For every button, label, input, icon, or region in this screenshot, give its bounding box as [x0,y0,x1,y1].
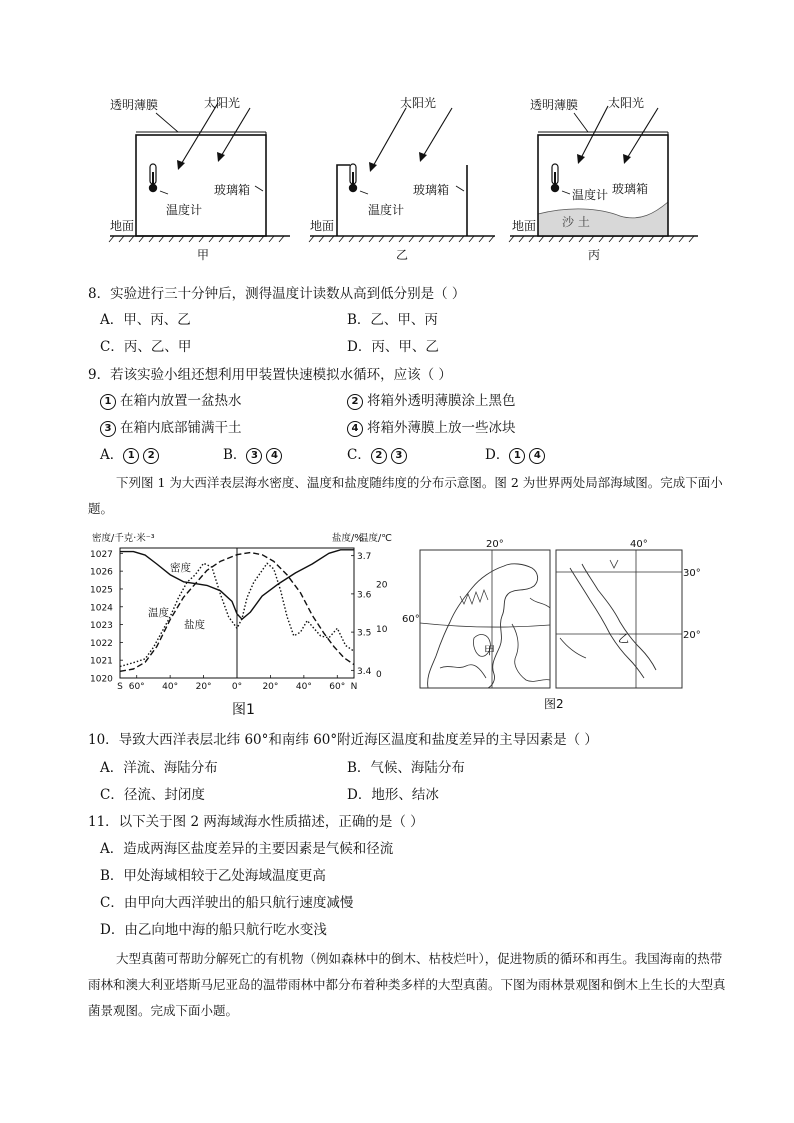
q11-option-a: A．造成两海区盐度差异的主要因素是气候和径流 [100,841,394,857]
atlantic-profile-chart [88,528,392,720]
density-tick-label: 1021 [90,656,113,667]
density-tick-label: 1023 [90,621,113,632]
box-label-jia: 玻璃箱 [214,183,251,197]
x-tick-label: 20° [195,682,212,692]
soil-label-bing: 沙 土 [562,215,590,229]
density-tick-label: 1026 [90,567,113,578]
salinity-axis-label: 盐度/% [332,533,364,544]
q9-option-d [485,446,549,464]
q10-option-b: B．气候、海陆分布 [347,760,465,776]
option-letter: B． [223,447,247,463]
left-map-place: 甲 [484,644,495,657]
thermometer-label-bing: 温度计 [572,188,609,202]
ground-label-bing: 地面 [512,219,537,233]
salinity-tick-label: 3.6 [357,590,372,601]
q8-option-a: A．甲、丙、乙 [100,312,191,328]
q9-item-text: 将箱外透明薄膜涂上黑色 [367,393,516,409]
circled-number: 2 [347,394,363,410]
temperature-tick-label: 0 [376,670,382,681]
map-caption: 图2 [544,697,564,711]
thermometer-label-jia: 温度计 [166,203,203,217]
panel-bing [509,106,698,242]
circled-number: 3 [391,448,407,464]
temperature-tick-label: 20 [376,580,388,591]
left-map-lon-label: 20° [486,539,504,550]
sun-label-yi: 太阳光 [400,96,437,110]
box-label-yi: 玻璃箱 [413,183,450,197]
q9-item-2 [347,392,516,410]
q9-item-text: 在箱内放置一盆热水 [120,393,242,409]
circled-number: 1 [100,394,116,410]
series-label-density: 密度 [170,562,191,574]
panel-jia [109,103,290,242]
chart-title: 图1 [232,702,255,718]
q10-option-d: D．地形、结冰 [347,787,439,803]
series-label-salinity: 盐度 [184,619,205,631]
panel-name-jia: 甲 [197,248,210,262]
q9-item-3 [100,419,242,437]
panel-yi [309,108,495,242]
q11-option-b: B．甲处海域相较于乙处海域温度更高 [100,868,326,884]
temperature-tick-label: 10 [376,625,388,636]
series-label-temperature: 温度 [148,607,169,619]
density-axis-label: 密度/千克·米⁻³ [92,533,155,544]
film-label-bing: 透明薄膜 [530,98,579,112]
q11-option-d: D．由乙向地中海的船只航行吃水变浅 [100,922,327,938]
intro-paragraph-1: 下列图 1 为大西洋表层海水密度、温度和盐度随纬度的分布示意图。图 2 为世界两处局部海域图。完成下面小题。 [88,475,723,516]
question-11-stem: 11．以下关于图 2 两海域海水性质描述，正确的是（ ） [88,814,424,830]
q9-item-1 [100,392,242,410]
density-tick-label: 1025 [90,585,113,596]
x-tick-label: 20° [262,682,279,692]
panel-name-yi: 乙 [396,248,409,262]
left-map-lat-label: 60° [402,614,420,625]
ground-label-jia: 地面 [110,219,135,233]
panel-name-bing: 丙 [588,248,601,262]
salinity-tick-label: 3.5 [357,628,372,639]
x-tick-label: 60° [329,682,346,692]
circled-number: 4 [529,448,545,464]
x-tick-label: 40° [162,682,179,692]
sea-area-maps [400,538,700,714]
q9-item-text: 在箱内底部铺满干土 [120,420,242,436]
density-tick-label: 1027 [90,549,113,560]
circled-number: 3 [100,421,116,437]
salinity-tick-label: 3.4 [357,666,372,677]
option-letter: D． [485,447,510,463]
temperature-axis-label: 温度/℃ [359,533,392,544]
q10-option-a: A．洋流、海陆分布 [100,760,218,776]
q9-item-4 [347,419,516,437]
density-tick-label: 1024 [90,603,113,614]
intro-paragraph-2: 大型真菌可帮助分解死亡的有机物（例如森林中的倒木、枯枝烂叶），促进物质的循环和再生。我国海南的热带雨林和澳大利亚塔斯马尼亚岛的温带雨林中都分布着种类多样的大型真菌。下图为雨林景观图和倒木上生长的大型真菌景观图。完成下面小题。 [88,951,726,1018]
question-8-stem: 8．实验进行三十分钟后，测得温度计读数从高到低分别是（ ） [88,286,466,302]
q11-option-c: C．由甲向大西洋驶出的船只航行速度减慢 [100,895,354,911]
sun-label-jia: 太阳光 [204,96,241,110]
circled-number: 3 [246,448,262,464]
right-map-lat-top: 30° [683,568,701,579]
salinity-tick-label: 3.7 [357,552,372,563]
q8-option-c: C．丙、乙、甲 [100,339,192,355]
x-tick-label: 0° [231,682,243,692]
thermometer-label-yi: 温度计 [368,203,405,217]
option-letter: A． [100,447,124,463]
ground-label-yi: 地面 [310,219,335,233]
right-map-lat-bottom: 20° [683,630,701,641]
q8-option-b: B．乙、甲、丙 [347,312,438,328]
x-tick-label: N [350,682,358,692]
option-letter: C． [347,447,371,463]
circled-number: 2 [143,448,159,464]
q9-option-b [223,446,286,464]
box-label-bing: 玻璃箱 [612,182,649,196]
experiment-figure [100,88,700,268]
density-tick-label: 1020 [90,674,113,685]
right-map-lon-label: 40° [630,539,648,550]
film-label-jia: 透明薄膜 [110,98,159,112]
q9-item-text: 将箱外薄膜上放一些冰块 [367,420,516,436]
x-tick-label: S [117,682,123,692]
q9-option-a [100,446,163,464]
x-tick-label: 40° [295,682,312,692]
q9-option-c [347,446,411,464]
right-map-place: 乙 [618,632,629,645]
x-tick-label: 60° [128,682,145,692]
circled-number: 4 [347,421,363,437]
circled-number: 2 [371,448,387,464]
circled-number: 4 [266,448,282,464]
sun-label-bing: 太阳光 [608,96,645,110]
density-tick-label: 1022 [90,638,113,649]
question-9-stem: 9．若该实验小组还想利用甲装置快速模拟水循环，应该（ ） [88,367,452,383]
circled-number: 1 [509,448,525,464]
question-10-stem: 10．导致大西洋表层北纬 60°和南纬 60°附近海区温度和盐度差异的主导因素是（ ） [88,732,598,748]
q8-option-d: D．丙、甲、乙 [347,339,439,355]
circled-number: 1 [123,448,139,464]
q10-option-c: C．径流、封闭度 [100,787,205,803]
